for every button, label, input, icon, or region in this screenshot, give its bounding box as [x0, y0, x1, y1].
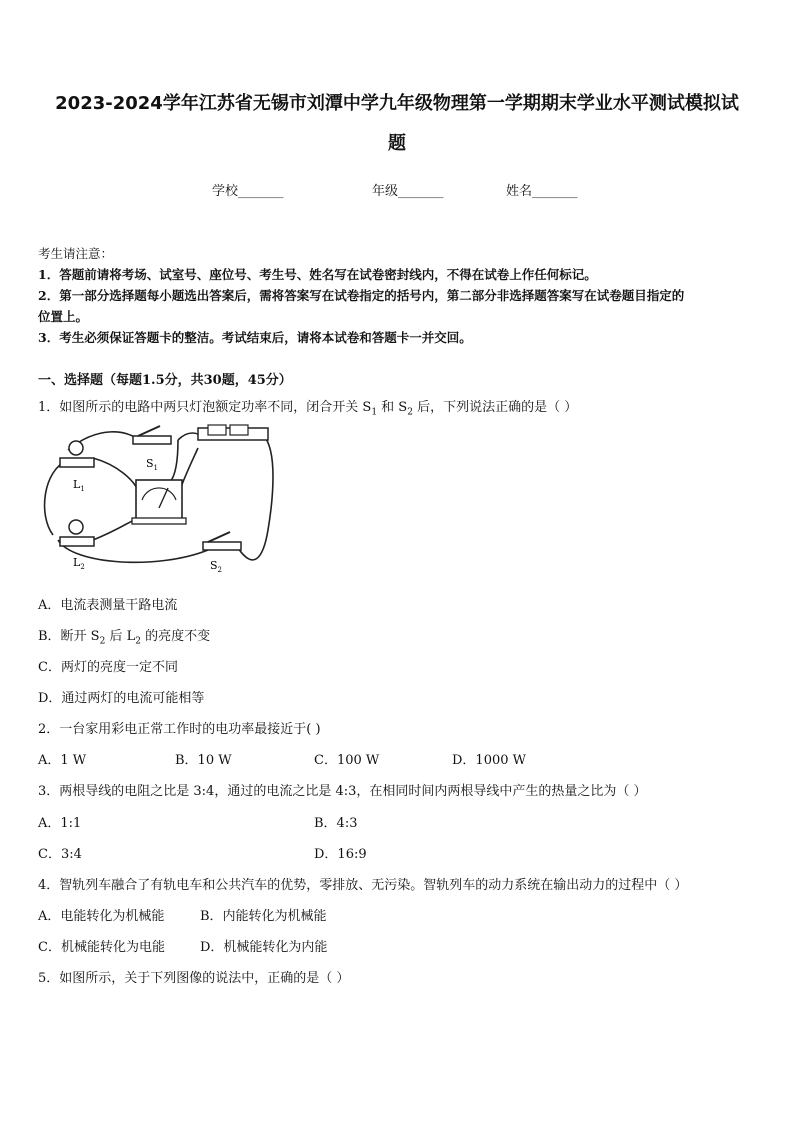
q4-option-d: D．机械能转化为内能	[200, 940, 328, 955]
q4-option-a: A．电能转化为机械能	[38, 909, 165, 924]
ammeter	[132, 480, 186, 524]
label-l1: $L_1$	[73, 478, 85, 493]
question-5-stem: 5．如图所示，关于下列图像的说法中，正确的是（ ）	[38, 971, 350, 986]
q4-option-c: C．机械能转化为电能	[38, 940, 165, 955]
question-2-stem: 2．一台家用彩电正常工作时的电功率最接近于( )	[38, 722, 321, 737]
notice-item-1: 1．答题前请将考场、试室号、座位号、考生号、姓名写在试卷密封线内，不得在试卷上作任何标记。	[38, 267, 597, 282]
label-l2: $L_2$	[73, 556, 85, 571]
q1-option-a: A．电流表测量干路电流	[38, 598, 178, 613]
lamp-l1	[60, 441, 94, 467]
page-title	[30, 84, 764, 164]
q1-option-c: C．两灯的亮度一定不同	[38, 660, 178, 675]
q2-option-a: A．1 W	[38, 753, 87, 768]
q3-option-c: C．3:4	[38, 847, 82, 862]
q1-option-b: B．断开 $S_2$ 后 $L_2$ 的亮度不变	[38, 629, 211, 647]
question-3-stem: 3．两根导线的电阻之比是 3:4，通过的电流之比是 4:3，在相同时间内两根导线中产生的热量之比为（ ）	[38, 784, 647, 799]
label-s1: $S_1$	[146, 457, 159, 472]
title-line-2: 题	[388, 133, 406, 154]
switch-s1	[133, 426, 171, 444]
q3-option-a: A．1:1	[38, 816, 82, 831]
grade-field: 年级_______	[372, 184, 444, 199]
question-4-stem: 4．智轨列车融合了有轨电车和公共汽车的优势，零排放、无污染。智轨列车的动力系统在输出动力的过程中（ ）	[38, 878, 688, 893]
q4-option-b: B．内能转化为机械能	[200, 909, 327, 924]
battery-holder	[198, 425, 268, 440]
label-s2: $S_2$	[210, 559, 223, 574]
q3-option-d: D．16:9	[314, 847, 367, 862]
lamp-l2	[60, 520, 94, 546]
notice-item-2: 2．第一部分选择题每小题选出答案后，需将答案写在试卷指定的括号内，第二部分非选择题答案写在试卷题目指定的	[38, 288, 685, 303]
q2-option-c: C．100 W	[314, 753, 380, 768]
circuit-figure	[38, 420, 278, 580]
title-line-1: 2023-2024学年江苏省无锡市刘潭中学九年级物理第一学期期末学业水平测试模拟试	[55, 93, 739, 114]
section-heading: 一、选择题（每题1.5分，共30题，45分）	[38, 373, 292, 388]
question-1-stem: 1．如图所示的电路中两只灯泡额定功率不同，闭合开关 $S_1$ 和 $S_2$ 后，下列说法正确的是（ ）	[38, 400, 578, 418]
q2-option-b: B．10 W	[175, 753, 232, 768]
notice-block	[38, 243, 762, 348]
switch-s2	[203, 532, 241, 550]
notice-item-2-cont: 位置上。	[38, 309, 89, 324]
notice-item-3: 3．考生必须保证答题卡的整洁。考试结束后，请将本试卷和答题卡一并交回。	[38, 330, 472, 345]
q2-option-d: D．1000 W	[452, 753, 527, 768]
q3-option-b: B．4:3	[314, 816, 358, 831]
name-field: 姓名_______	[506, 184, 578, 199]
notice-heading: 考生请注意：	[38, 246, 114, 261]
q1-option-d: D．通过两灯的电流可能相等	[38, 691, 205, 706]
school-field: 学校_______	[212, 184, 284, 199]
